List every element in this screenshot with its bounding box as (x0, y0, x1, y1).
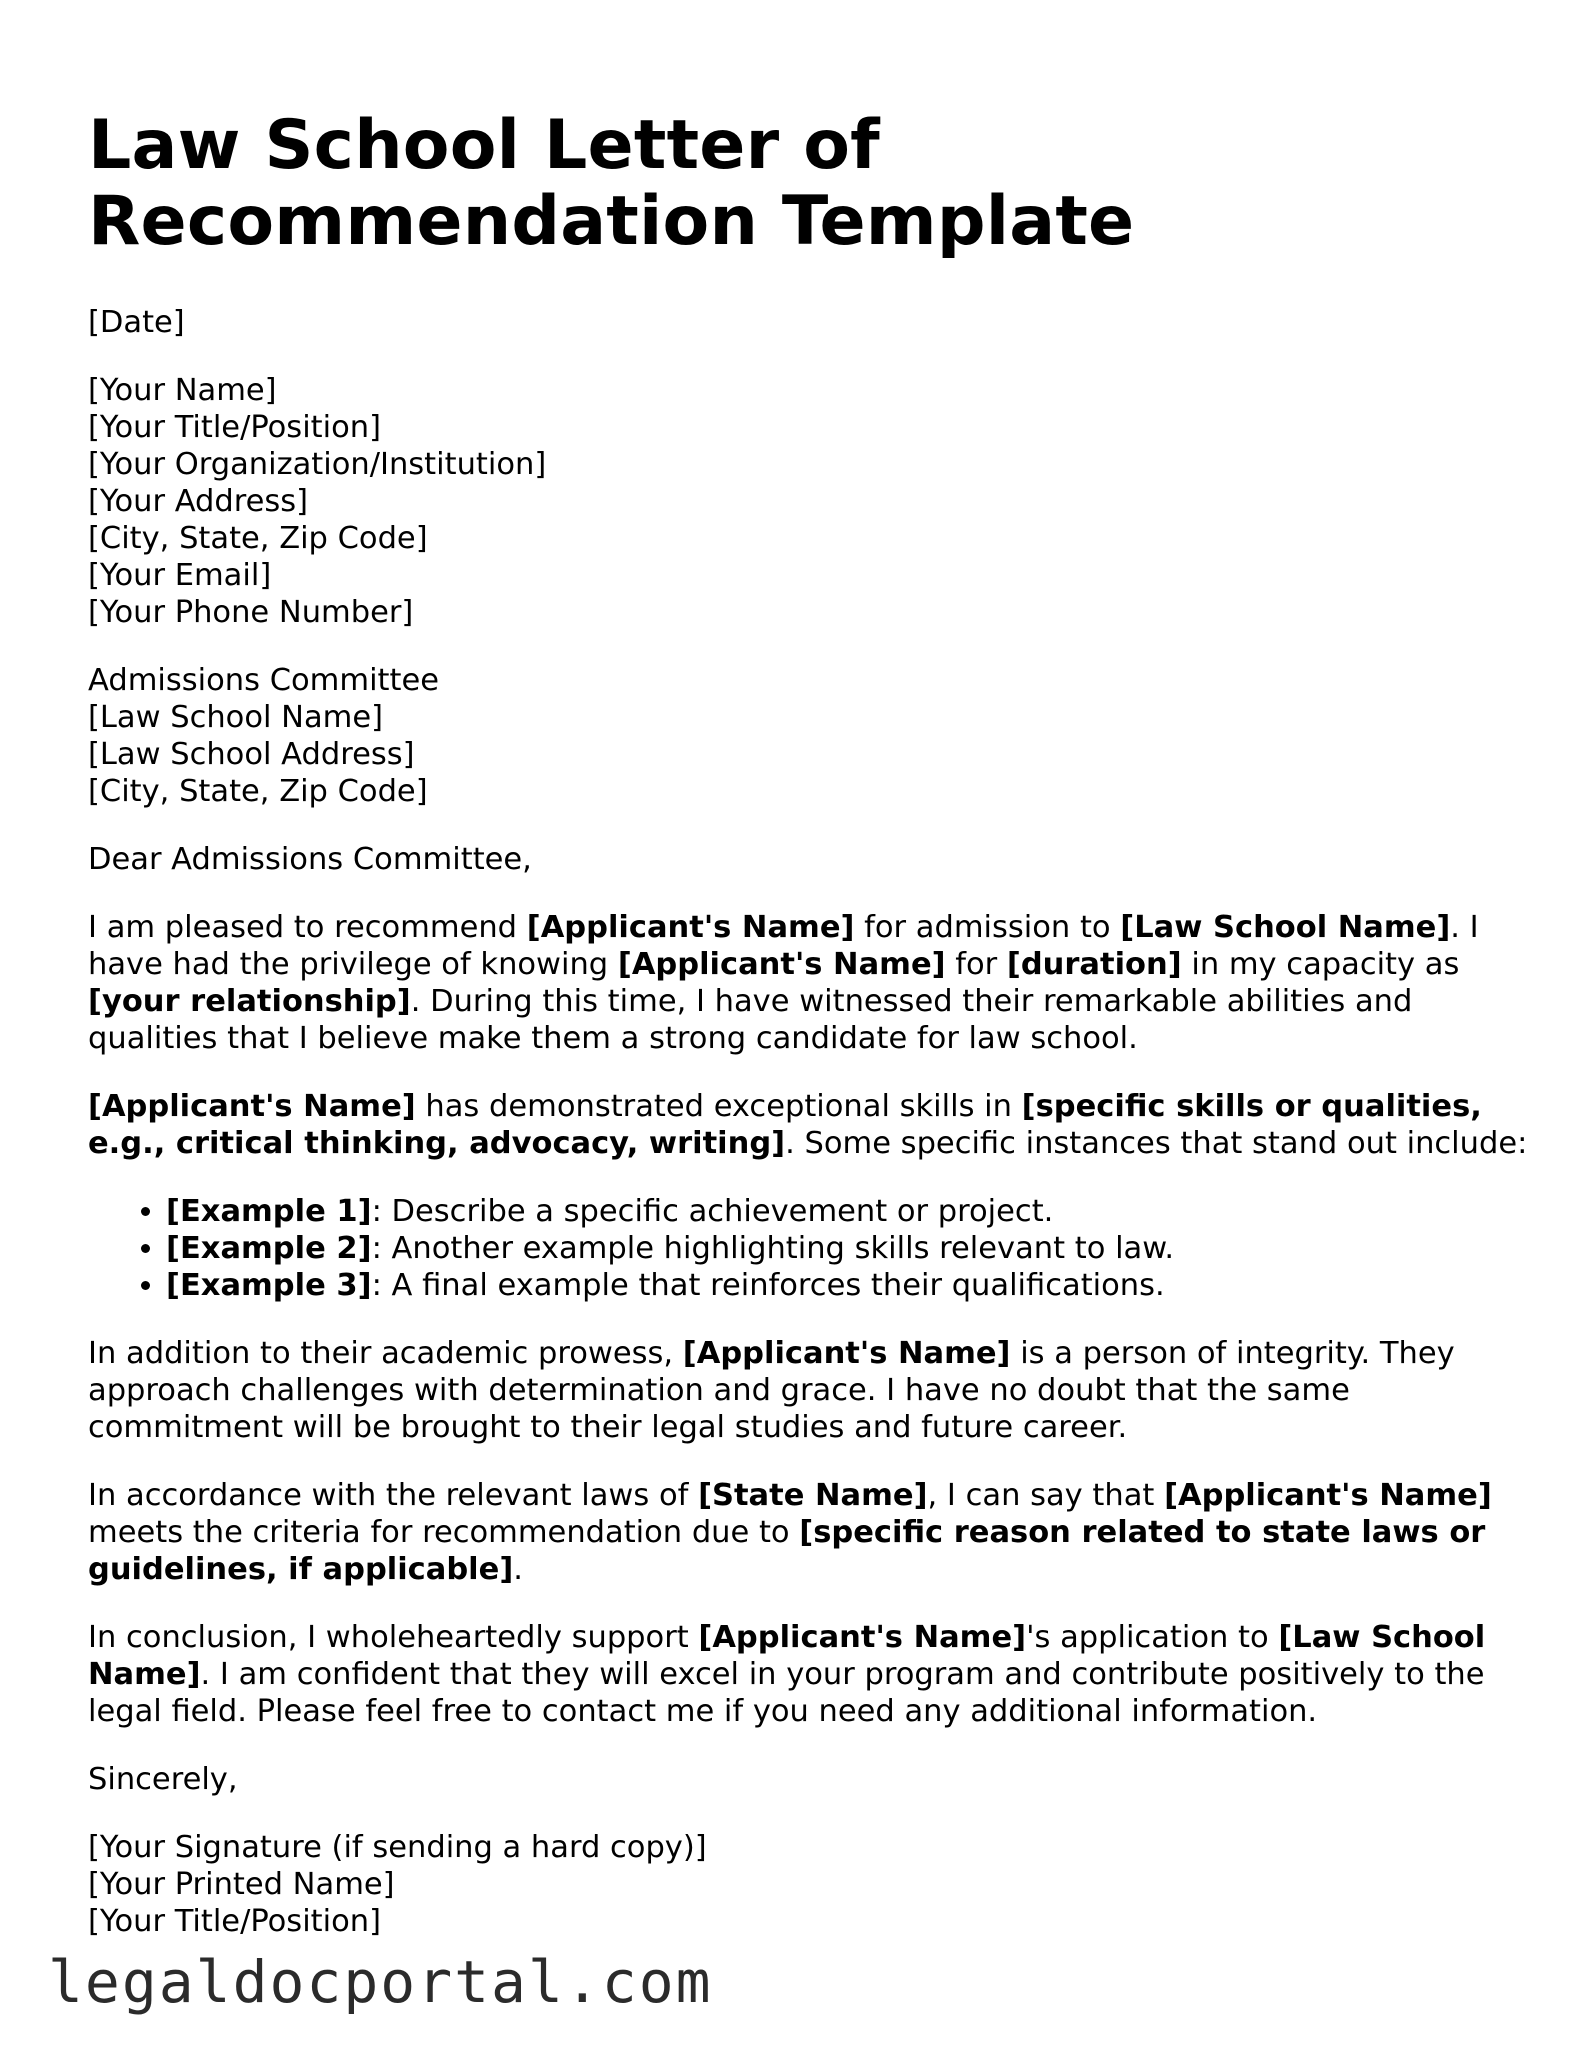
example-label: [Example 3] (166, 1268, 372, 1303)
text: has demonstrated exceptional skills in (415, 1089, 1022, 1124)
text: in my capacity as (1181, 947, 1460, 982)
placeholder-duration: [duration] (1006, 947, 1182, 982)
text: . (513, 1552, 523, 1587)
sender-city-state-zip: [City, State, Zip Code] (88, 521, 428, 556)
recipient-school-name: [Law School Name] (88, 700, 384, 735)
placeholder-applicant-name: [Applicant's Name] (682, 1336, 1011, 1371)
paragraph-conclusion (88, 1619, 1528, 1730)
sender-email: [Your Email] (88, 558, 272, 593)
letter-document (88, 108, 1528, 1971)
paragraph-character (88, 1335, 1528, 1446)
date-block (88, 304, 1528, 341)
text: In addition to their academic prowess, (88, 1336, 683, 1371)
example-text: : Describe a specific achievement or project. (371, 1194, 1054, 1229)
example-label: [Example 2] (166, 1231, 372, 1266)
date-line: [Date] (88, 305, 185, 340)
text: for (945, 947, 1007, 982)
placeholder-applicant-name: [Applicant's Name] (526, 910, 855, 945)
text: , I can say that (927, 1478, 1165, 1513)
text: I am pleased to recommend (88, 910, 527, 945)
placeholder-applicant-name: [Applicant's Name] (88, 1089, 416, 1124)
signature-line: [Your Signature (if sending a hard copy)] (88, 1830, 707, 1865)
text: In conclusion, I wholeheartedly support (88, 1620, 699, 1655)
closing: Sincerely, (88, 1762, 238, 1797)
placeholder-specific-skills: [specific skills or qualities, e.g., critical thinking, advocacy, writing] (88, 1089, 1482, 1161)
example-text: : A final example that reinforces their qualifications. (371, 1268, 1165, 1303)
paragraph-skills (88, 1088, 1528, 1162)
recipient-address (88, 662, 1528, 810)
placeholder-relationship: [your relationship] (88, 984, 411, 1019)
placeholder-applicant-name: [Applicant's Name] (1164, 1478, 1492, 1513)
placeholder-law-school-name: [Law School Name] (88, 1620, 1486, 1692)
printed-name-line: [Your Printed Name] (88, 1867, 395, 1902)
text: . During this time, I have witnessed their remarkable abilities and qualities that I believe make them a strong candidate for law school. (88, 984, 1413, 1056)
placeholder-state-name: [State Name] (698, 1478, 928, 1513)
salutation: Dear Admissions Committee, (88, 842, 532, 877)
text: . I have had the privilege of knowing (88, 910, 1479, 982)
placeholder-applicant-name: [Applicant's Name] (617, 947, 946, 982)
examples-list (88, 1193, 1528, 1304)
signature-block (88, 1829, 1528, 1940)
sender-name: [Your Name] (88, 373, 277, 408)
text: . Some specific instances that stand out include: (785, 1126, 1528, 1161)
sender-address (88, 372, 1528, 631)
sender-organization: [Your Organization/Institution] (88, 447, 547, 482)
list-item (166, 1193, 1528, 1230)
paragraph-introduction (88, 909, 1528, 1057)
example-label: [Example 1] (166, 1194, 372, 1229)
signer-title-line: [Your Title/Position] (88, 1904, 381, 1939)
text: . I am confident that they will excel in your program and contribute positively to the legal field. Please feel free to contact me if you need any additional information. (88, 1657, 1485, 1729)
placeholder-specific-reason: [specific reason related to state laws or guidelines, if applicable] (88, 1515, 1486, 1587)
sender-address-line: [Your Address] (88, 484, 309, 519)
recipient-city-state-zip: [City, State, Zip Code] (88, 774, 428, 809)
placeholder-applicant-name: [Applicant's Name] (698, 1620, 1027, 1655)
watermark: legaldocportal.com (48, 1948, 713, 2016)
page-title: Law School Letter of Recommendation Template (88, 106, 1135, 261)
list-item (166, 1230, 1528, 1267)
text: for admission to (854, 910, 1121, 945)
list-item (166, 1267, 1528, 1304)
recipient-committee: Admissions Committee (88, 663, 440, 698)
sender-title: [Your Title/Position] (88, 410, 381, 445)
text: In accordance with the relevant laws of (88, 1478, 699, 1513)
sender-phone: [Your Phone Number] (88, 595, 414, 630)
text: is a person of integrity. They approach challenges with determination and grace. I have no doubt that the same commitment will be brought to their legal studies and future career. (88, 1336, 1455, 1445)
placeholder-law-school-name: [Law School Name] (1120, 910, 1451, 945)
text: meets the criteria for recommendation due to (88, 1515, 800, 1550)
paragraph-state-laws (88, 1477, 1528, 1588)
text: 's application to (1026, 1620, 1279, 1655)
recipient-school-address: [Law School Address] (88, 737, 415, 772)
example-text: : Another example highlighting skills relevant to law. (371, 1231, 1175, 1266)
